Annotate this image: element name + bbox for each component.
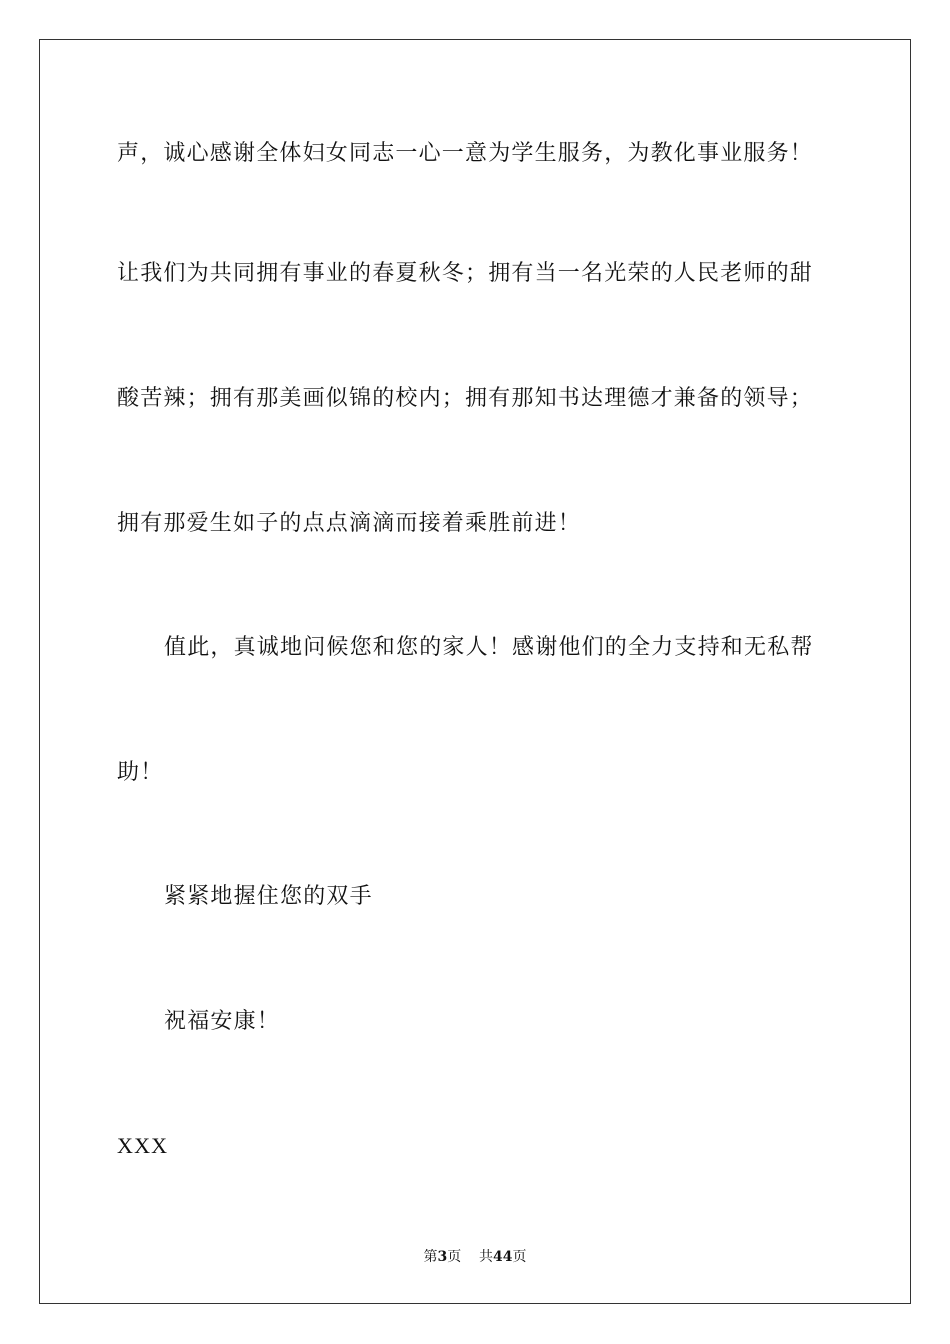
- footer-middle: 页 共: [447, 1249, 494, 1265]
- body-line-5: 值此，真诚地问候您和您的家人！感谢他们的全力支持和无私帮: [164, 635, 814, 660]
- body-line-1: 声，诚心感谢全体妇女同志一心一意为学生服务，为教化事业服务！: [117, 141, 814, 166]
- footer-current-page: 3: [437, 1249, 448, 1265]
- body-line-3: 酸苦辣；拥有那美画似锦的校内；拥有那知书达理德才兼备的领导；: [117, 386, 814, 411]
- closing-line: 紧紧地握住您的双手: [164, 884, 373, 909]
- body-line-6: 助！: [117, 760, 164, 785]
- footer-suffix: 页: [512, 1249, 527, 1265]
- signature: XXX: [117, 1133, 169, 1158]
- page-footer: [0, 1247, 950, 1267]
- footer-total-pages: 44: [493, 1249, 513, 1265]
- footer-prefix: 第: [423, 1249, 438, 1265]
- blessing-line: 祝福安康！: [164, 1009, 281, 1034]
- body-line-4: 拥有那爱生如子的点点滴滴而接着乘胜前进！: [117, 511, 582, 536]
- body-line-2: 让我们为共同拥有事业的春夏秋冬；拥有当一名光荣的人民老师的甜: [117, 261, 814, 286]
- page-border: [39, 39, 911, 1304]
